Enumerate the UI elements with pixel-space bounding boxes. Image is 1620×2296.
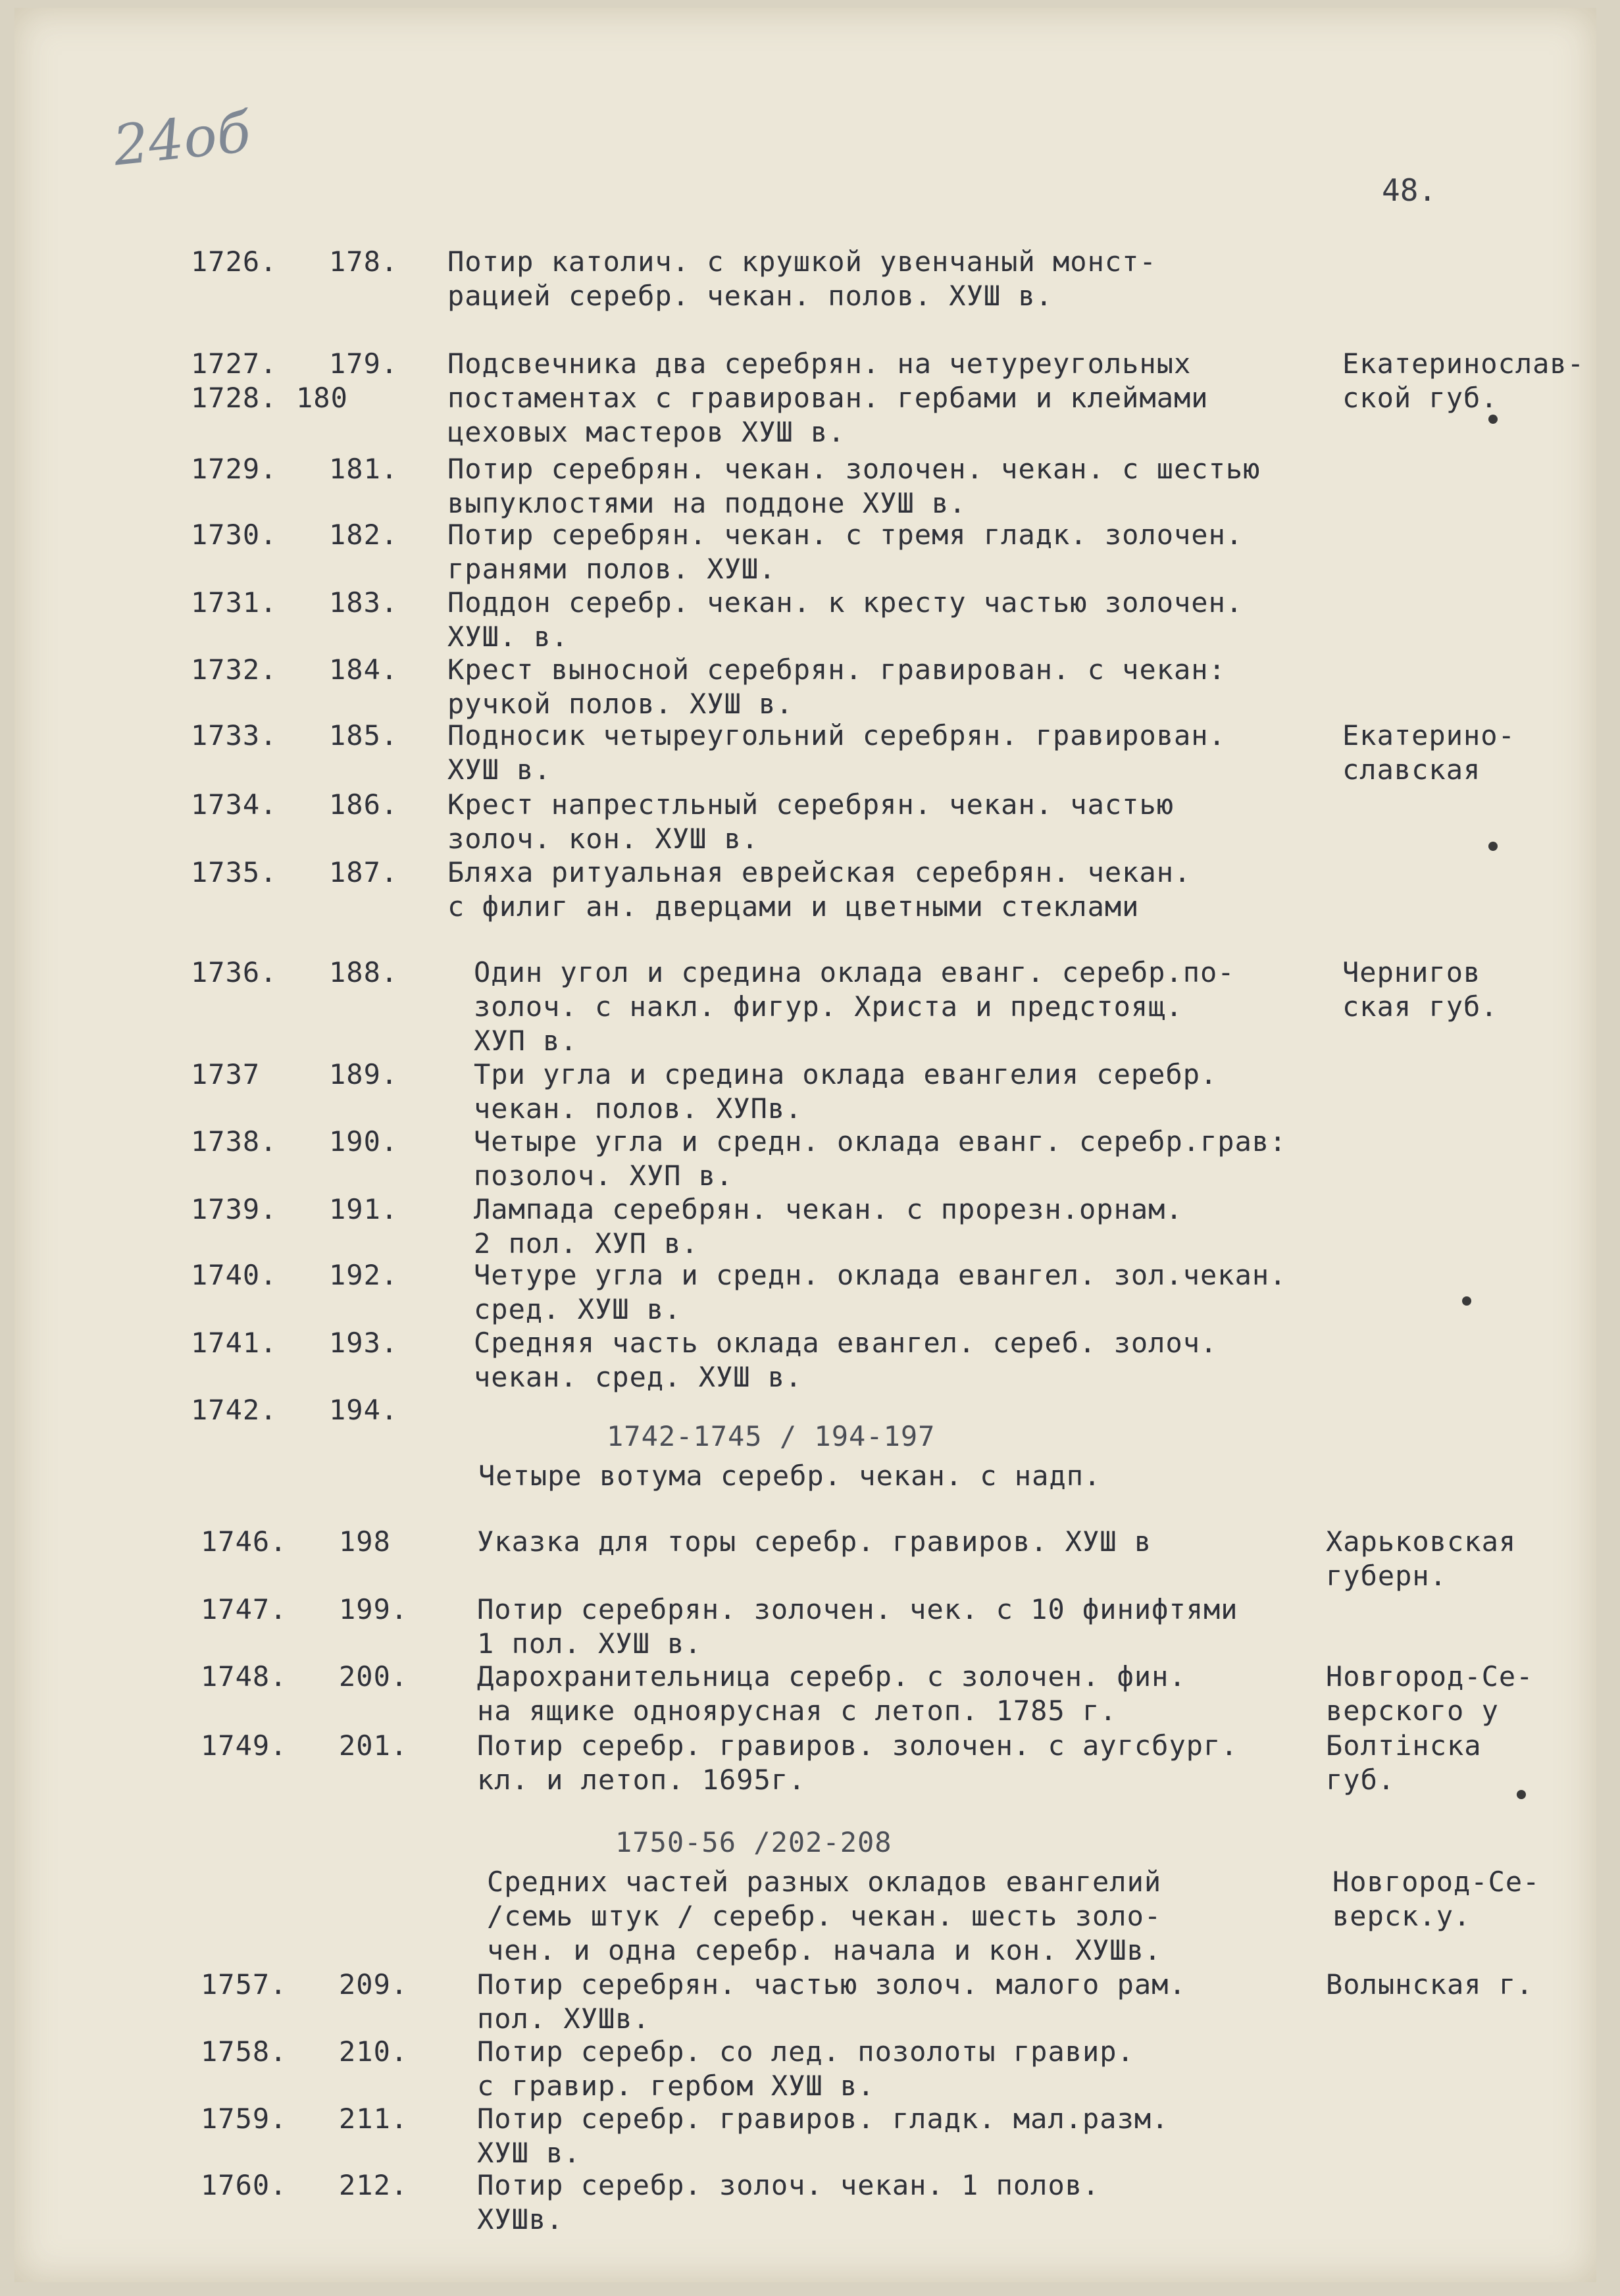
inventory-number: 1741.: [191, 1327, 278, 1359]
inventory-number: 1746.: [201, 1525, 288, 1558]
catalog-number: 182.: [329, 519, 399, 551]
inventory-number: 1760.: [201, 2169, 288, 2201]
catalog-number: 192.: [329, 1259, 399, 1291]
inventory-number: 1726.: [191, 245, 278, 278]
catalog-number: 186.: [329, 788, 399, 821]
item-description: Лампада серебрян. чекан. с прорезн.орнам. 2 пол. ХУП в.: [474, 1193, 1183, 1260]
catalog-number: 191.: [329, 1193, 399, 1225]
catalog-number: 194.: [329, 1394, 399, 1426]
catalog-number: 199.: [339, 1593, 409, 1625]
catalog-number: 188.: [329, 956, 399, 988]
item-description: Крест выносной серебрян. гравирован. с чекан: ручкой полов. ХУШ в.: [447, 653, 1226, 720]
item-description: Потир серебр. гравиров. золочен. с аугсбург. кл. и летоп. 1695г.: [477, 1729, 1238, 1796]
catalog-number: 209.: [339, 1968, 409, 2001]
inventory-number: 1730.: [191, 519, 278, 551]
item-description: Средняя часть оклада евангел. сереб. золоч. чекан. сред. ХУШ в.: [474, 1327, 1218, 1393]
catalog-number: 200.: [339, 1660, 409, 1693]
catalog-number: 183.: [329, 586, 399, 619]
inventory-number: 1733.: [191, 719, 278, 752]
item-description: Три угла и средина оклада евангелия серебр. чекан. полов. ХУПв.: [474, 1058, 1218, 1125]
catalog-number: 184.: [329, 653, 399, 686]
item-description: Потир серебрян. чекан. с тремя гладк. золочен. гранями полов. ХУШ.: [447, 519, 1244, 585]
item-description: Поддон серебр. чекан. к кресту частью золочен. ХУШ. в.: [447, 586, 1244, 653]
item-description: Потир серебр. со лед. позолоты гравир. с гравир. гербом ХУШ в.: [477, 2035, 1134, 2102]
ink-speck: [1517, 1790, 1526, 1799]
item-origin: Волынская г.: [1326, 1968, 1534, 2001]
item-description: Четуре угла и средн. оклада евангел. зол.чекан. сред. ХУШ в.: [474, 1259, 1287, 1325]
inventory-number: 1747.: [201, 1593, 288, 1625]
item-description: Подсвечника два серебрян. на четуреугольных постаментах с гравирован. гербами и клеймами цеховых мастеров ХУШ в.: [447, 347, 1209, 448]
group-range-heading: 1742-1745 / 194-197: [607, 1420, 936, 1452]
item-origin: Екатерино- славская: [1342, 719, 1515, 786]
item-description: Потир серебр. гравиров. гладк. мал.разм. ХУШ в.: [477, 2103, 1169, 2169]
catalog-number: 180: [296, 382, 348, 414]
item-description: Потир серебр. золоч. чекан. 1 полов. ХУШв.: [477, 2169, 1100, 2235]
catalog-number: 193.: [329, 1327, 399, 1359]
catalog-number: 178.: [329, 245, 399, 278]
ink-speck: [1462, 1296, 1471, 1306]
catalog-number: 190.: [329, 1125, 399, 1158]
inventory-number: 1740.: [191, 1259, 278, 1291]
catalog-number: 211.: [339, 2103, 409, 2135]
group-description: Четыре вотума серебр. чекан. с надп.: [478, 1460, 1101, 1492]
catalog-number: 185.: [329, 719, 399, 752]
inventory-number: 1739.: [191, 1193, 278, 1225]
item-description: Четыре угла и средн. оклада еванг. серебр.грав: позолоч. ХУП в.: [474, 1125, 1287, 1192]
group-origin: Новгород-Се- верск.у.: [1332, 1866, 1540, 1932]
inventory-number: 1738.: [191, 1125, 278, 1158]
archive-sheet: [14, 8, 1596, 2282]
inventory-number: 1735.: [191, 856, 278, 888]
inventory-number: 1727.: [191, 347, 278, 380]
catalog-number: 212.: [339, 2169, 409, 2201]
ink-speck: [1488, 415, 1498, 424]
item-description: Потир серебрян. чекан. золочен. чекан. с шестью выпуклостями на поддоне ХУШ в.: [447, 453, 1261, 519]
catalog-number: 210.: [339, 2035, 409, 2068]
item-description: Крест напрестльный серебрян. чекан. частью золоч. кон. ХУШ в.: [447, 788, 1175, 855]
item-description: Потир католич. с крушкой увенчаный монст- рацией серебр. чекан. полов. ХУШ в.: [447, 245, 1157, 312]
item-origin: Болтінска губ.: [1326, 1729, 1482, 1796]
inventory-number: 1759.: [201, 2103, 288, 2135]
item-description: Подносик четыреугольний серебрян. гравирован. ХУШ в.: [447, 719, 1226, 786]
catalog-number: 189.: [329, 1058, 399, 1090]
item-description: Потир серебрян. частью золоч. малого рам. пол. ХУШв.: [477, 1968, 1186, 2035]
catalog-number: 187.: [329, 856, 399, 888]
catalog-number: 179.: [329, 347, 399, 380]
item-description: Потир серебрян. золочен. чек. с 10 финифтями 1 пол. ХУШ в.: [477, 1593, 1238, 1660]
inventory-number: 1731.: [191, 586, 278, 619]
ink-speck: [1488, 842, 1498, 851]
inventory-number: 1732.: [191, 653, 278, 686]
inventory-number: 1742.: [191, 1394, 278, 1426]
catalog-number: 198: [339, 1525, 391, 1558]
item-origin: Харьковская губерн.: [1326, 1525, 1517, 1592]
catalog-number: 201.: [339, 1729, 409, 1762]
inventory-number: 1758.: [201, 2035, 288, 2068]
handwritten-sheet-number: 24об: [110, 99, 254, 178]
item-description: Указка для торы серебр. гравиров. ХУШ в: [477, 1525, 1152, 1558]
item-description: Один угол и средина оклада еванг. серебр.по- золоч. с накл. фигур. Христа и предстоящ. ХУП в.: [474, 956, 1235, 1057]
item-origin: Екатеринослав- ской губ.: [1342, 347, 1585, 414]
inventory-number: 1728.: [191, 382, 278, 414]
page-number: 48.: [1382, 172, 1437, 208]
inventory-number: 1737: [191, 1058, 261, 1090]
group-range-heading: 1750-56 /202-208: [615, 1826, 892, 1858]
group-description: Средних частей разных окладов евангелий /семь штук / серебр. чекан. шесть золо- чен. и одна серебр. начала и кон. ХУШв.: [487, 1866, 1162, 1966]
inventory-number: 1734.: [191, 788, 278, 821]
item-origin: Новгород-Се- верского у: [1326, 1660, 1534, 1727]
inventory-number: 1749.: [201, 1729, 288, 1762]
catalog-number: 181.: [329, 453, 399, 485]
inventory-number: 1729.: [191, 453, 278, 485]
item-description: Дарохранительница серебр. с золочен. фин. на ящике одноярусная с летоп. 1785 г.: [477, 1660, 1186, 1727]
inventory-number: 1757.: [201, 1968, 288, 2001]
item-description: Бляха ритуальная еврейская серебрян. чекан. с филиг ан. дверцами и цветными стеклами: [447, 856, 1192, 923]
inventory-number: 1748.: [201, 1660, 288, 1693]
item-origin: Чернигов ская губ.: [1342, 956, 1498, 1023]
inventory-number: 1736.: [191, 956, 278, 988]
